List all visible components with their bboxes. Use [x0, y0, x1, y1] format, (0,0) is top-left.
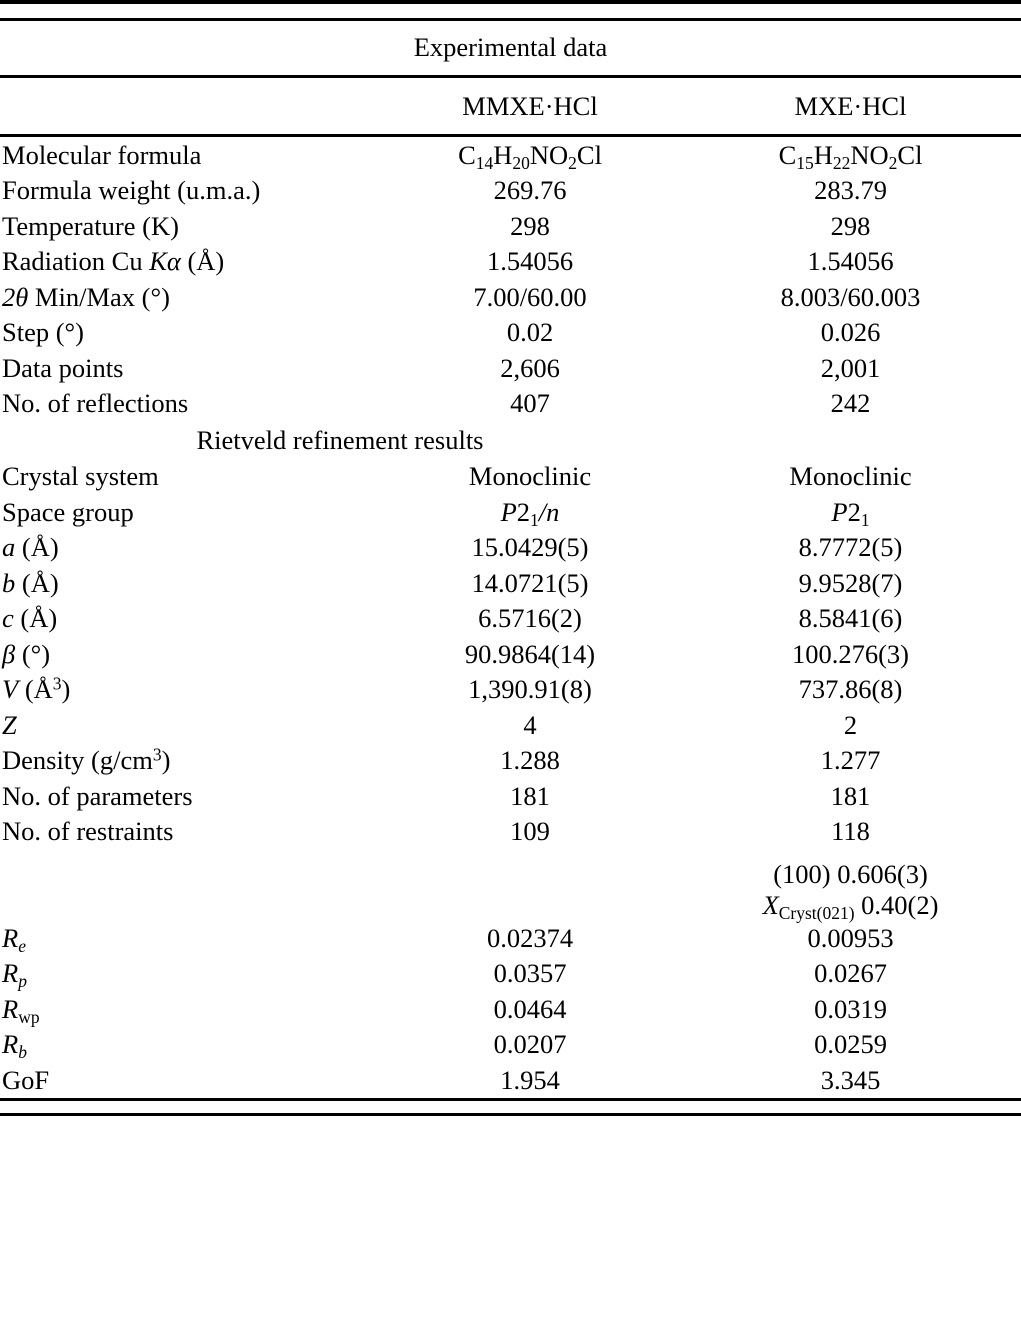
row-value-col1: $P2_1/n$	[500, 496, 560, 530]
row-value-col2: 8.5841(6)	[798, 603, 903, 633]
row-value-col2: $C_{15}H_{22}NO_2Cl$	[778, 139, 923, 173]
row-label	[0, 890, 380, 921]
section-heading-row	[0, 421, 1021, 459]
table-title-row	[0, 20, 1021, 75]
row-label: $R_b$	[2, 1029, 27, 1062]
table-row	[0, 136, 1021, 173]
row-value-col1: 2,606	[500, 352, 560, 383]
row-value-col1: 7.00/60.00	[473, 281, 587, 312]
row-label: Step (°)	[2, 317, 84, 347]
row-label: $R_{wp}$	[2, 993, 40, 1027]
row-value-col2: 2,001	[820, 352, 881, 383]
row-value-col2: 737.86(8)	[798, 674, 903, 704]
row-value-col2: 8.003/60.003	[780, 281, 921, 312]
row-value-col1: 269.76	[493, 175, 567, 205]
row-value-col1: 1.288	[500, 745, 560, 775]
table-row	[0, 920, 1021, 956]
table-row	[0, 890, 1021, 921]
row-value-col1: 407	[510, 388, 550, 418]
row-value-col2: 9.9528(7)	[798, 567, 903, 598]
row-label: Molecular formula	[2, 139, 202, 170]
row-label: No. of restraints	[2, 816, 174, 846]
row-label: a (Å)	[2, 532, 59, 562]
row-label: Space group	[2, 496, 134, 527]
table-row	[0, 849, 1021, 890]
table-row	[0, 814, 1021, 850]
row-value-col2: 0.0259	[814, 1029, 887, 1059]
row-value-col1: 1.54056	[486, 246, 574, 276]
section-heading-cell	[0, 421, 1021, 459]
row-value-col1: Monoclinic	[468, 461, 592, 491]
table-row	[0, 636, 1021, 672]
row-value-col1: 0.0464	[493, 993, 567, 1024]
table-row	[0, 173, 1021, 209]
table-row	[0, 565, 1021, 601]
row-value-col1: 90.9864(14)	[464, 638, 596, 669]
row-label: $R_p$	[2, 958, 27, 991]
row-label: b (Å)	[2, 567, 59, 598]
row-value-col2: 0.0267	[814, 958, 887, 988]
row-label: Formula weight (u.m.a.)	[2, 175, 261, 205]
row-label: $R_e$	[2, 922, 26, 956]
row-value-col1: 298	[510, 210, 550, 241]
table-title: Experimental data	[413, 32, 608, 62]
row-value-col1: 0.0357	[493, 958, 567, 988]
table-row	[0, 350, 1021, 386]
row-value-col2: $P2_1$	[831, 496, 870, 530]
table-row	[0, 672, 1021, 708]
table-row	[0, 1062, 1021, 1099]
table-row	[0, 244, 1021, 280]
table-row	[0, 530, 1021, 566]
column-header-mxe-hcl: MXE·HCl	[794, 90, 907, 121]
row-value-col2: 298	[830, 210, 871, 241]
row-value-col1: 15.0429(5)	[471, 532, 589, 562]
row-label: No. of parameters	[2, 780, 193, 811]
rule-top-double	[0, 2, 1021, 20]
table-row	[0, 707, 1021, 743]
row-value-col2: 242	[830, 388, 871, 418]
row-label: No. of reflections	[2, 388, 189, 418]
row-value-col1	[380, 849, 680, 890]
table-row	[0, 956, 1021, 992]
row-value-col1: $C_{14}H_{20}NO_2Cl$	[458, 139, 602, 173]
column-header-mmxe-hcl: MMXE·HCl	[462, 90, 598, 121]
table-row	[0, 494, 1021, 530]
row-label: Crystal system	[2, 461, 159, 491]
row-label: Density $(g/cm^3)$	[2, 744, 171, 775]
row-value-col2: 8.7772(5)	[798, 532, 903, 562]
table-row	[0, 279, 1021, 315]
row-value-col2: 181	[830, 780, 871, 811]
row-label: V $(Å^3)$	[2, 673, 71, 704]
row-value-col2: 3.345	[820, 1064, 881, 1095]
row-value-col2: 118	[831, 816, 870, 846]
row-value-col2: $X_{Cryst(021)}$ 0.40(2)	[762, 889, 939, 923]
row-value-col1: 0.02374	[486, 922, 574, 953]
row-value-col2: 283.79	[814, 175, 887, 205]
table-row	[0, 459, 1021, 495]
column-header-label	[0, 76, 380, 134]
row-value-col2: Monoclinic	[789, 461, 912, 491]
row-value-col2: (100) 0.606(3)	[773, 859, 928, 889]
row-label: GoF	[2, 1064, 50, 1095]
row-label: Temperature (K)	[2, 210, 179, 241]
row-value-col2: 0.026	[820, 317, 881, 347]
row-value-col1: 0.0207	[493, 1029, 567, 1059]
section-heading-rietveld: Rietveld refinement results	[196, 425, 484, 455]
row-label: Radiation Cu Kα (Å)	[2, 246, 225, 276]
row-label: c (Å)	[2, 603, 58, 633]
row-label: β (°)	[2, 638, 51, 669]
row-value-col2: 0.0319	[814, 993, 887, 1024]
rule-bottom-double	[0, 1099, 1021, 1114]
row-label: Data points	[2, 352, 124, 383]
row-value-col1	[380, 890, 680, 921]
table-row	[0, 1027, 1021, 1063]
row-value-col1: 1.954	[500, 1064, 560, 1095]
table-row	[0, 208, 1021, 244]
row-value-col2: 0.00953	[807, 922, 894, 953]
column-header-row	[0, 76, 1021, 134]
row-value-col2: 2	[843, 709, 858, 740]
row-value-col1: 6.5716(2)	[478, 603, 582, 633]
row-label: 2θ Min/Max (°)	[2, 281, 170, 312]
table-row	[0, 743, 1021, 779]
row-value-col2: 100.276(3)	[791, 638, 910, 669]
row-label: Z	[2, 709, 17, 740]
row-label	[0, 849, 380, 890]
table-row	[0, 315, 1021, 351]
row-value-col1: 109	[510, 816, 550, 846]
table-row	[0, 991, 1021, 1027]
table-row	[0, 778, 1021, 814]
table-row	[0, 601, 1021, 637]
row-value-col2: 1.277	[820, 745, 881, 775]
row-value-col2: 1.54056	[807, 246, 894, 276]
row-value-col1: 0.02	[506, 317, 554, 347]
table-body	[0, 2, 1021, 1114]
row-value-col1: 14.0721(5)	[471, 567, 589, 598]
row-value-col1: 4	[523, 709, 537, 740]
row-value-col1: 1,390.91(8)	[468, 674, 592, 704]
table-row	[0, 386, 1021, 422]
row-value-col1: 181	[510, 780, 550, 811]
